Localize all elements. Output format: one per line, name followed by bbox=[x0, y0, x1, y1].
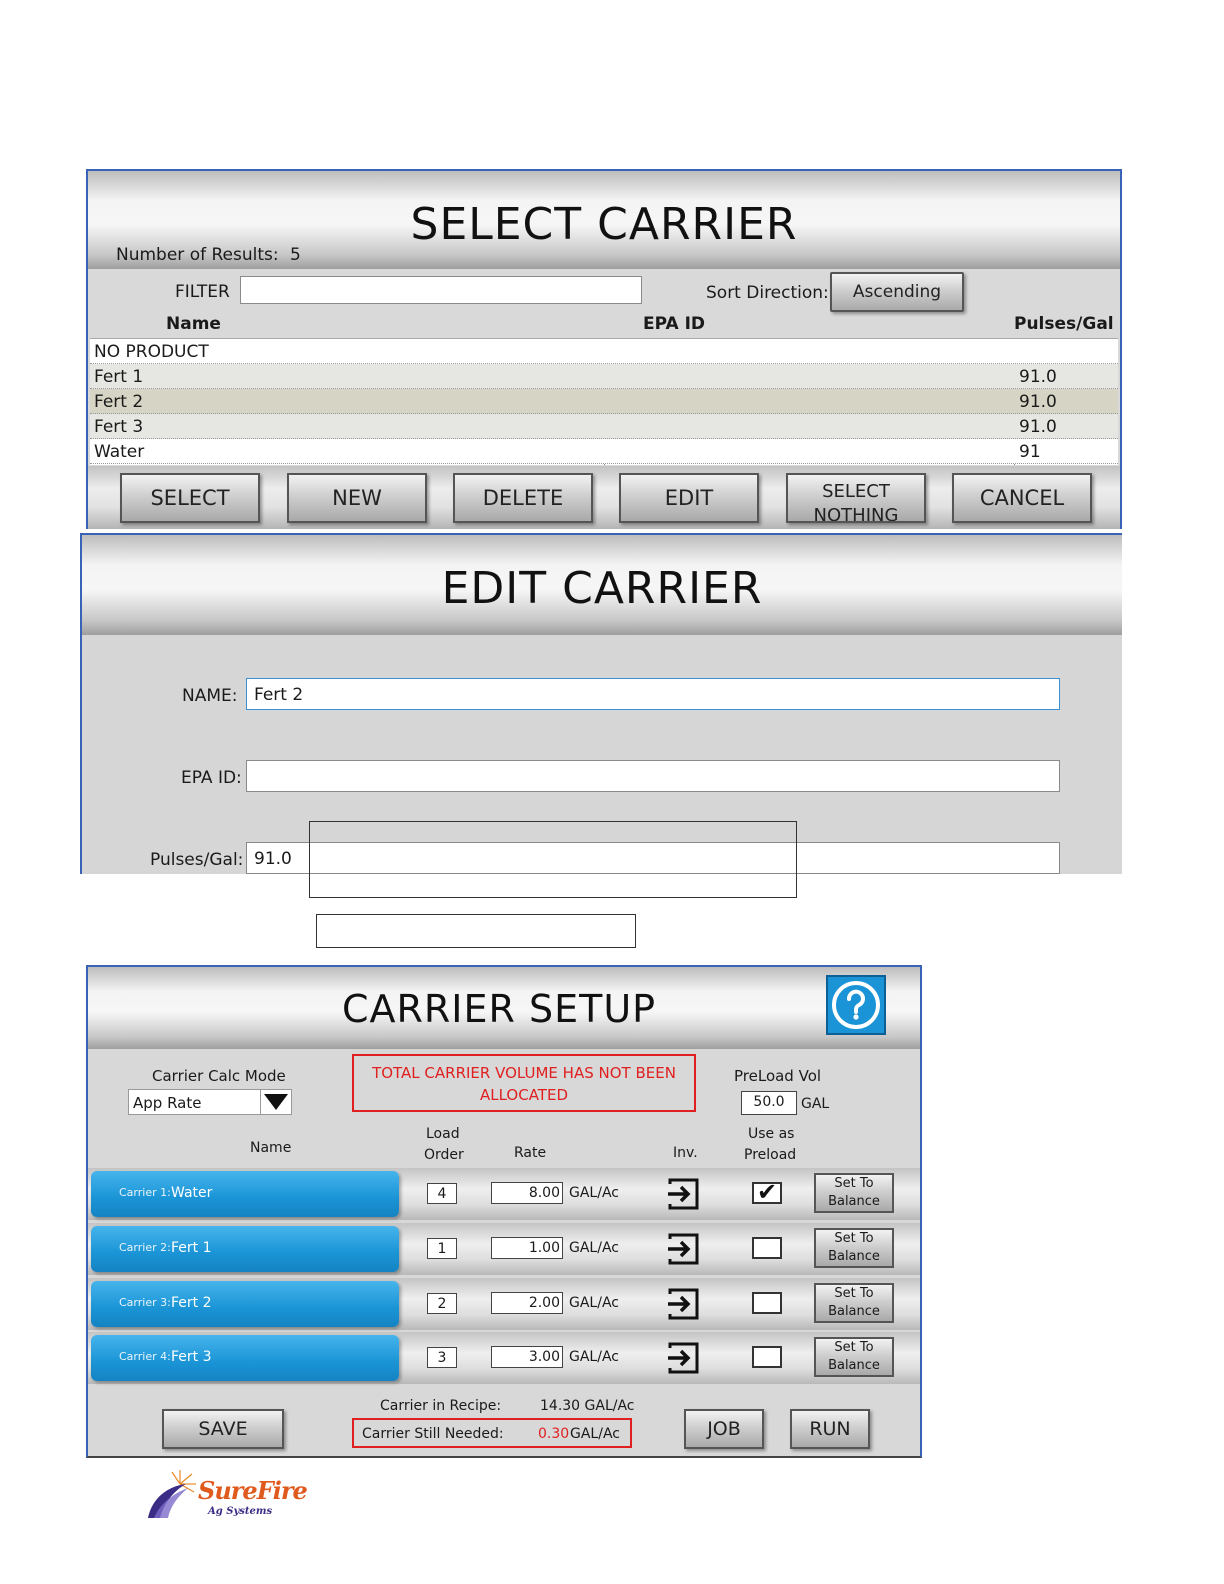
use-as-preload-checkbox[interactable] bbox=[752, 1346, 782, 1368]
edit-button[interactable]: EDIT bbox=[619, 473, 759, 523]
set-to-balance-button[interactable]: Set To Balance bbox=[814, 1173, 894, 1213]
carrier-name: Water bbox=[171, 1185, 213, 1201]
rate-unit: GAL/Ac bbox=[569, 1349, 619, 1365]
results-count-value: 5 bbox=[290, 245, 301, 265]
preload-vol-unit: GAL bbox=[801, 1096, 830, 1112]
carrier-in-recipe-label: Carrier in Recipe: bbox=[380, 1398, 502, 1414]
header-load: Load bbox=[426, 1126, 460, 1142]
header-order: Order bbox=[424, 1147, 464, 1163]
carrier-name: Fert 2 bbox=[171, 1295, 212, 1311]
pulses-gal-input[interactable]: 91.0 bbox=[246, 842, 1060, 874]
carrier-slot-label: Carrier 2: bbox=[119, 1241, 171, 1254]
set-to-balance-button[interactable]: Set To Balance bbox=[814, 1283, 894, 1323]
rate-input[interactable]: 1.00 bbox=[491, 1237, 563, 1259]
job-button[interactable]: JOB bbox=[684, 1409, 764, 1449]
set-to-balance-button[interactable]: Set To Balance bbox=[814, 1228, 894, 1268]
annotation-box bbox=[309, 821, 797, 898]
dropdown-arrow-icon bbox=[260, 1090, 291, 1114]
row-pulses: 91.0 bbox=[1019, 417, 1057, 437]
inventory-arrow-icon[interactable] bbox=[666, 1233, 700, 1265]
new-button[interactable]: NEW bbox=[287, 473, 427, 523]
use-as-preload-checkbox[interactable] bbox=[752, 1178, 782, 1206]
select-nothing-button[interactable] bbox=[786, 473, 926, 523]
rate-input[interactable]: 8.00 bbox=[491, 1182, 563, 1204]
rate-unit: GAL/Ac bbox=[569, 1185, 619, 1201]
carrier-slot-label: Carrier 1: bbox=[119, 1186, 171, 1199]
carrier-still-needed-label: Carrier Still Needed: bbox=[362, 1426, 504, 1442]
header-name: Name bbox=[250, 1140, 292, 1156]
row-pulses: 91 bbox=[1019, 442, 1041, 462]
load-order-input[interactable]: 1 bbox=[427, 1238, 457, 1259]
epa-id-label: EPA ID: bbox=[181, 768, 242, 788]
help-button[interactable] bbox=[826, 975, 886, 1035]
select-nothing-label-2: NOTHING bbox=[813, 505, 899, 523]
carrier-rows bbox=[88, 1167, 920, 1385]
column-header-epa-id: EPA ID bbox=[643, 314, 706, 334]
preload-vol-input[interactable]: 50.0 bbox=[741, 1091, 797, 1115]
table-row[interactable] bbox=[90, 414, 1118, 439]
row-name: Fert 3 bbox=[94, 417, 144, 437]
pulses-gal-label: Pulses/Gal: bbox=[150, 850, 244, 870]
warning-line-2: ALLOCATED bbox=[479, 1086, 568, 1104]
rate-unit: GAL/Ac bbox=[569, 1295, 619, 1311]
load-order-input[interactable]: 2 bbox=[427, 1293, 457, 1314]
carrier-still-needed-box bbox=[352, 1418, 632, 1448]
column-header-pulses: Pulses/Gal bbox=[1014, 314, 1114, 334]
carrier-in-recipe-value: 14.30 GAL/Ac bbox=[540, 1398, 635, 1414]
load-order-input[interactable]: 3 bbox=[427, 1347, 457, 1368]
sort-direction-label: Sort Direction: bbox=[706, 283, 829, 303]
header-use-as: Use as bbox=[748, 1126, 795, 1142]
carrier-2-button[interactable] bbox=[91, 1226, 399, 1272]
preload-vol-label: PreLoad Vol bbox=[734, 1067, 822, 1085]
rate-unit: GAL/Ac bbox=[569, 1240, 619, 1256]
row-pulses: 91.0 bbox=[1019, 392, 1057, 412]
table-row[interactable] bbox=[90, 339, 1118, 364]
table-row[interactable] bbox=[90, 364, 1118, 389]
select-nothing-label-1: SELECT bbox=[822, 481, 890, 502]
header-rate: Rate bbox=[514, 1145, 547, 1161]
use-as-preload-checkbox[interactable] bbox=[752, 1237, 782, 1259]
annotation-box bbox=[316, 914, 636, 948]
select-carrier-title: SELECT CARRIER bbox=[410, 199, 798, 250]
run-button[interactable]: RUN bbox=[790, 1409, 870, 1449]
surefire-swoosh-logo-icon bbox=[142, 1468, 198, 1524]
calc-mode-select[interactable] bbox=[128, 1089, 292, 1115]
carrier-name: Fert 3 bbox=[171, 1349, 212, 1365]
select-carrier-panel bbox=[86, 169, 1122, 529]
warning-line-1: TOTAL CARRIER VOLUME HAS NOT BEEN bbox=[372, 1064, 676, 1082]
surefire-logo bbox=[142, 1468, 307, 1528]
logo-sub-text: Ag Systems bbox=[208, 1506, 273, 1517]
epa-id-input[interactable] bbox=[246, 760, 1060, 792]
table-row-selected[interactable] bbox=[90, 389, 1118, 414]
table-row[interactable] bbox=[90, 439, 1118, 464]
header-preload: Preload bbox=[744, 1147, 797, 1163]
inventory-arrow-icon[interactable] bbox=[666, 1288, 700, 1320]
carrier-setup-title: CARRIER SETUP bbox=[341, 987, 657, 1031]
carrier-still-needed-unit: GAL/Ac bbox=[570, 1426, 620, 1442]
calc-mode-value: App Rate bbox=[133, 1094, 202, 1112]
set-to-balance-button[interactable]: Set To Balance bbox=[814, 1337, 894, 1377]
carrier-1-button[interactable] bbox=[91, 1171, 399, 1217]
carrier-still-needed-value: 0.30 bbox=[538, 1426, 570, 1442]
edit-carrier-title: EDIT CARRIER bbox=[441, 563, 763, 614]
delete-button[interactable]: DELETE bbox=[453, 473, 593, 523]
carrier-setup-panel bbox=[86, 965, 922, 1458]
carrier-3-button[interactable] bbox=[91, 1281, 399, 1327]
row-pulses: 91.0 bbox=[1019, 367, 1057, 387]
load-order-input[interactable]: 4 bbox=[427, 1183, 457, 1204]
allocation-warning bbox=[352, 1054, 696, 1112]
inventory-arrow-icon[interactable] bbox=[666, 1342, 700, 1374]
calc-mode-label: Carrier Calc Mode bbox=[152, 1067, 286, 1085]
carrier-name: Fert 1 bbox=[171, 1240, 212, 1256]
rate-input[interactable]: 2.00 bbox=[491, 1292, 563, 1314]
header-inv: Inv. bbox=[673, 1145, 698, 1161]
filter-input[interactable] bbox=[240, 276, 642, 304]
checkmark-icon: ✔ bbox=[757, 1178, 778, 1206]
name-label: NAME: bbox=[182, 686, 238, 706]
sort-direction-button[interactable]: Ascending bbox=[830, 272, 964, 312]
name-input[interactable]: Fert 2 bbox=[246, 678, 1060, 710]
results-count-label: Number of Results: 5 bbox=[116, 245, 301, 265]
inventory-arrow-icon[interactable] bbox=[666, 1178, 700, 1210]
cancel-button[interactable]: CANCEL bbox=[952, 473, 1092, 523]
row-name: NO PRODUCT bbox=[94, 342, 209, 362]
carrier-4-button[interactable] bbox=[91, 1335, 399, 1381]
carrier-list bbox=[90, 338, 1118, 465]
rate-input[interactable]: 3.00 bbox=[491, 1346, 563, 1368]
select-button[interactable]: SELECT bbox=[120, 473, 260, 523]
save-button[interactable]: SAVE bbox=[162, 1409, 284, 1449]
logo-brand-text: SureFire bbox=[198, 1476, 307, 1505]
column-header-name: Name bbox=[166, 314, 221, 334]
row-name: Fert 2 bbox=[94, 392, 144, 412]
carrier-slot-label: Carrier 4: bbox=[119, 1350, 171, 1363]
row-name: Fert 1 bbox=[94, 367, 144, 387]
question-mark-icon bbox=[828, 977, 884, 1033]
carrier-slot-label: Carrier 3: bbox=[119, 1296, 171, 1309]
row-name: Water bbox=[94, 442, 145, 462]
use-as-preload-checkbox[interactable] bbox=[752, 1292, 782, 1314]
filter-label: FILTER bbox=[175, 282, 230, 302]
